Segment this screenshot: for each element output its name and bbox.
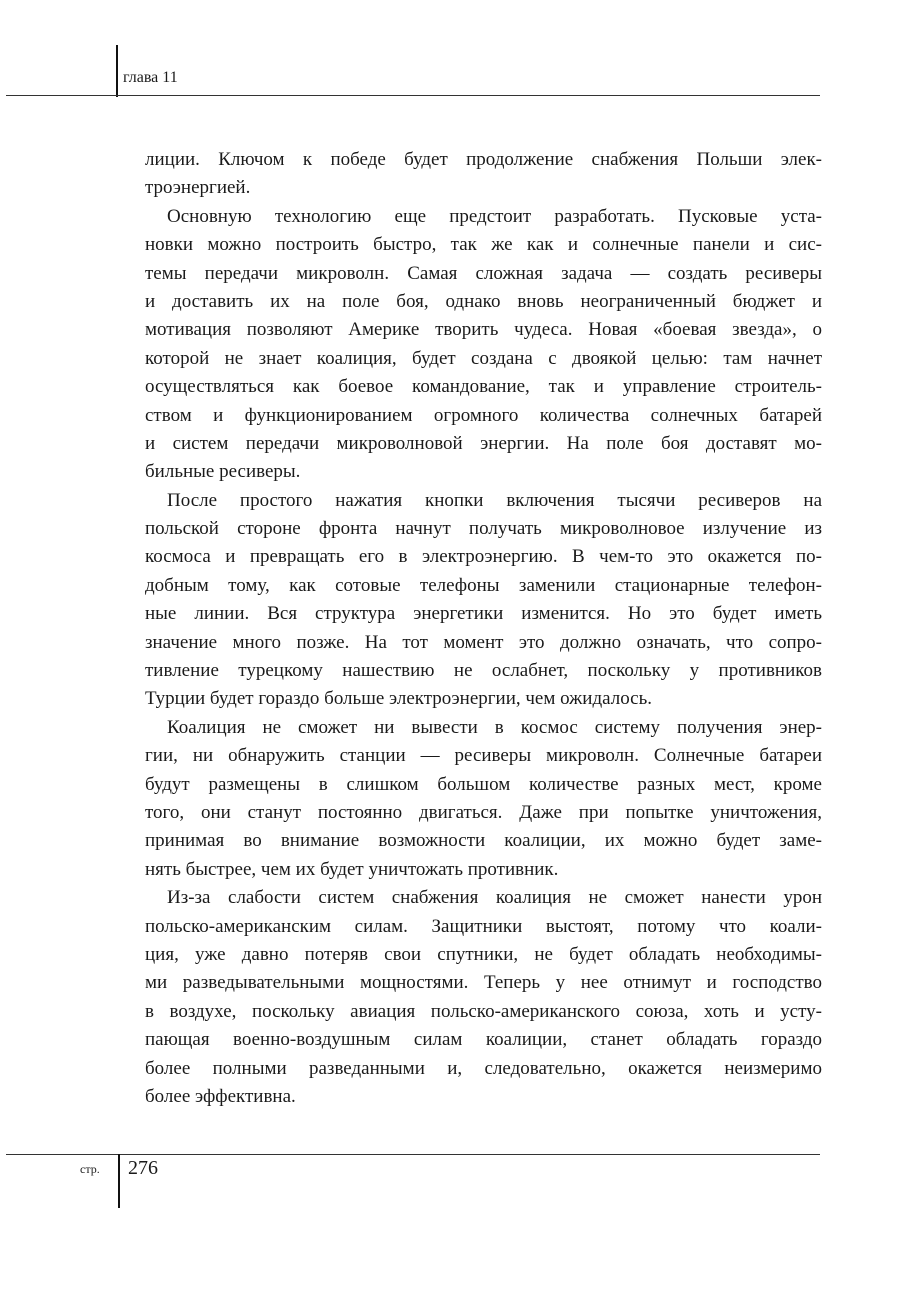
body-text bbox=[145, 146, 822, 1111]
text-line: После простого нажатия кнопки включения тысячи ресиверов на bbox=[167, 489, 822, 511]
paragraph bbox=[145, 203, 822, 487]
page-label: стр. bbox=[80, 1162, 100, 1176]
text-line: которой не знает коалиция, будет создана с двоякой целью: там начнет bbox=[145, 347, 822, 369]
text-line: будут размещены в слишком большом количестве разных мест, кроме bbox=[145, 773, 822, 795]
text-line: тивление турецкому нашествию не ослабнет, поскольку у противников bbox=[145, 660, 822, 682]
paragraph bbox=[145, 714, 822, 884]
text-line: осуществляться как боевое командование, так и управление строитель- bbox=[145, 376, 822, 398]
text-line: польско-американским силам. Защитники выстоят, потому что коали- bbox=[145, 915, 822, 937]
text-line: мотивация позволяют Америке творить чудеса. Новая «боевая звезда», о bbox=[145, 319, 822, 341]
text-line: нять быстрее, чем их будет уничтожать противник. bbox=[145, 858, 559, 880]
footer-rule bbox=[6, 1154, 820, 1155]
text-line: и доставить их на поле боя, однако вновь неограниченный бюджет и bbox=[145, 290, 822, 312]
text-line: добным тому, как сотовые телефоны заменили стационарные телефон- bbox=[145, 574, 822, 596]
text-line: Из-за слабости систем снабжения коалиция не сможет нанести урон bbox=[167, 887, 822, 909]
text-line: бильные ресиверы. bbox=[145, 461, 301, 483]
header-vertical-rule bbox=[116, 45, 118, 97]
text-line: ные линии. Вся структура энергетики изменится. Но это будет иметь bbox=[145, 603, 822, 625]
paragraph bbox=[145, 884, 822, 1111]
text-line: ством и функционированием огромного количества солнечных батарей bbox=[145, 404, 822, 426]
page-number: 276 bbox=[128, 1157, 158, 1179]
text-line: ми разведывательными мощностями. Теперь у нее отнимут и господство bbox=[145, 972, 822, 994]
text-line: в воздухе, поскольку авиация польско-американского союза, хоть и усту- bbox=[145, 1000, 822, 1022]
text-line: Турции будет гораздо больше электроэнергии, чем ожидалось. bbox=[145, 688, 653, 710]
text-line: гии, ни обнаружить станции — ресиверы микроволн. Солнечные батареи bbox=[145, 745, 822, 767]
header-rule bbox=[6, 95, 820, 96]
text-line: новки можно построить быстро, так же как и солнечные панели и сис- bbox=[145, 234, 822, 256]
text-line: и систем передачи микроволновой энергии. На поле боя доставят мо- bbox=[145, 432, 822, 454]
text-line: темы передачи микроволн. Самая сложная задача — создать ресиверы bbox=[145, 262, 822, 284]
paragraph bbox=[145, 487, 822, 714]
text-line: более эффективна. bbox=[145, 1085, 296, 1107]
text-line: польской стороне фронта начнут получать микроволновое излучение из bbox=[145, 518, 822, 540]
text-line: принимая во внимание возможности коалиции, их можно будет заме- bbox=[145, 830, 822, 852]
text-line: того, они станут постоянно двигаться. Даже при попытке уничтожения, bbox=[145, 801, 822, 823]
text-line: Коалиция не сможет ни вывести в космос систему получения энер- bbox=[167, 716, 822, 738]
text-line: лиции. Ключом к победе будет продолжение снабжения Польши элек- bbox=[145, 149, 822, 170]
text-line: пающая военно-воздушным силам коалиции, станет обладать гораздо bbox=[145, 1029, 822, 1051]
text-line: ция, уже давно потеряв свои спутники, не будет обладать необходимы- bbox=[145, 943, 822, 965]
footer-vertical-rule bbox=[118, 1154, 120, 1208]
text-line: более полными разведанными и, следовательно, окажется неизмеримо bbox=[145, 1057, 822, 1079]
text-line: троэнергией. bbox=[145, 177, 251, 199]
text-line: значение много позже. На тот момент это должно означать, что сопро- bbox=[145, 631, 822, 653]
text-line: Основную технологию еще предстоит разработать. Пусковые уста- bbox=[167, 205, 822, 227]
chapter-header: глава 11 bbox=[123, 69, 178, 86]
paragraph bbox=[145, 146, 822, 203]
text-line: космоса и превращать его в электроэнергию. В чем-то это окажется по- bbox=[145, 546, 822, 568]
